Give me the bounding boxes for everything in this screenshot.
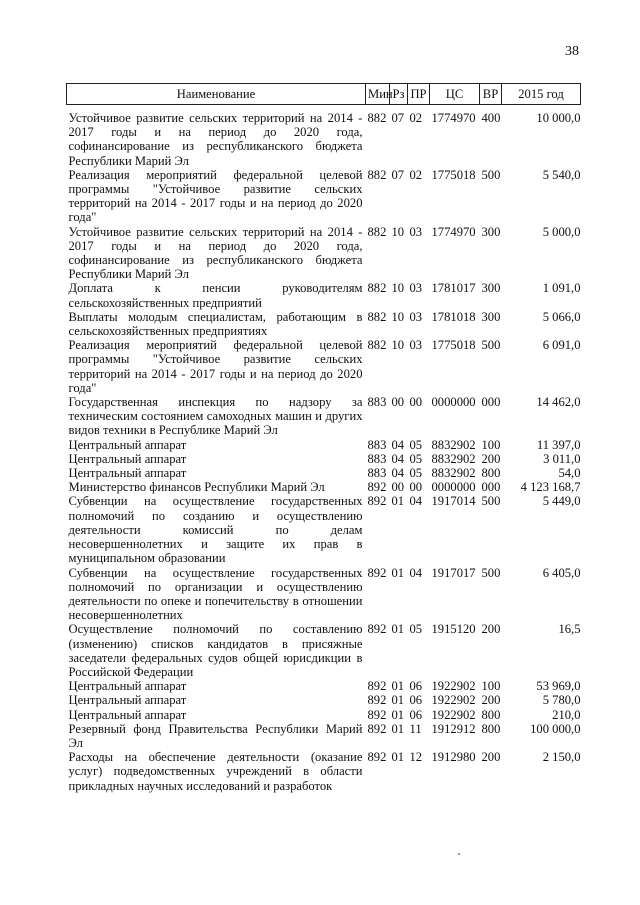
table-row bbox=[67, 708, 581, 722]
cell-pr: 03 bbox=[409, 338, 423, 353]
cell-cs: 0000000 bbox=[431, 395, 476, 410]
cell-pr: 06 bbox=[409, 707, 423, 722]
cell-cs: 1774970 bbox=[431, 111, 476, 125]
cell-cs: 1912912 bbox=[431, 721, 476, 736]
cell-cs: 0000000 bbox=[431, 480, 476, 495]
cell-name: Устойчивое развитие сельских территорий на 2014 - 2017 годы и на период до 2020 года, софинансирование из республиканского бюджета Республики Марий Эл bbox=[68, 111, 363, 168]
cell-rz: 10 bbox=[391, 224, 405, 239]
table-row bbox=[67, 105, 581, 168]
cell-rz: 04 bbox=[391, 437, 405, 452]
cell-rz: 01 bbox=[391, 622, 405, 637]
cell-min: 892 bbox=[367, 721, 387, 736]
cell-sum: 3 011,0 bbox=[543, 451, 581, 466]
cell-cs: 1922902 bbox=[431, 707, 476, 722]
table-body bbox=[67, 105, 581, 793]
table-row bbox=[67, 281, 581, 309]
cell-rz: 01 bbox=[391, 679, 405, 694]
cell-sum: 5 449,0 bbox=[542, 494, 581, 509]
header-pr: ПР bbox=[408, 84, 430, 105]
cell-pr: 00 bbox=[409, 480, 423, 495]
cell-name: Центральный аппарат bbox=[68, 466, 187, 481]
cell-vr: 500 bbox=[481, 565, 501, 580]
cell-sum: 100 000,0 bbox=[530, 721, 581, 736]
cell-pr: 03 bbox=[409, 309, 423, 324]
cell-pr: 05 bbox=[409, 451, 423, 466]
cell-sum: 5 540,0 bbox=[542, 167, 581, 182]
cell-vr: 100 bbox=[481, 437, 501, 452]
cell-name: Реализация мероприятий федеральной целевой программы "Устойчивое развитие сельских территорий на 2014 - 2017 годы и на период до 2020 года" bbox=[68, 338, 363, 395]
cell-name: Министерство финансов Республики Марий Эл bbox=[68, 480, 325, 495]
cell-vr: 300 bbox=[481, 309, 501, 324]
cell-min: 882 bbox=[367, 281, 387, 296]
cell-pr: 03 bbox=[409, 281, 423, 296]
cell-vr: 200 bbox=[481, 451, 501, 466]
cell-rz: 01 bbox=[391, 494, 405, 509]
cell-rz: 00 bbox=[391, 395, 405, 410]
cell-min: 892 bbox=[367, 707, 387, 722]
cell-pr: 03 bbox=[409, 224, 423, 239]
header-sum: 2015 год bbox=[502, 84, 581, 105]
cell-cs: 1774970 bbox=[431, 224, 476, 239]
cell-sum: 10 000,0 bbox=[536, 111, 581, 125]
header-min: Мин bbox=[366, 84, 390, 105]
header-vr: ВР bbox=[480, 84, 502, 105]
cell-min: 892 bbox=[367, 622, 387, 637]
cell-cs: 1917014 bbox=[431, 494, 476, 509]
cell-vr: 000 bbox=[481, 395, 501, 410]
cell-name: Осуществление полномочий по составлению (изменению) списков кандидатов в присяжные заседатели федеральных судов общей юрисдикции в Российской Федерации bbox=[68, 622, 363, 679]
cell-name: Государственная инспекция по надзору за техническим состоянием самоходных машин и других видов техники в Республике Марий Эл bbox=[68, 395, 363, 438]
cell-name: Центральный аппарат bbox=[68, 707, 187, 722]
cell-pr: 02 bbox=[409, 167, 423, 182]
table-row bbox=[67, 395, 581, 438]
cell-vr: 200 bbox=[481, 750, 501, 765]
cell-vr: 000 bbox=[481, 480, 501, 495]
cell-rz: 01 bbox=[391, 721, 405, 736]
cell-cs: 1775018 bbox=[431, 167, 476, 182]
cell-name: Центральный аппарат bbox=[68, 437, 187, 452]
cell-min: 892 bbox=[367, 480, 387, 495]
cell-sum: 16,5 bbox=[558, 622, 581, 637]
cell-cs: 1917017 bbox=[431, 565, 476, 580]
cell-sum: 53 969,0 bbox=[536, 679, 581, 694]
cell-cs: 1912980 bbox=[431, 750, 476, 765]
table-row bbox=[67, 679, 581, 693]
cell-rz: 01 bbox=[391, 750, 405, 765]
cell-min: 883 bbox=[367, 437, 387, 452]
table-header bbox=[67, 84, 581, 105]
table-row bbox=[67, 466, 581, 480]
cell-cs: 1915120 bbox=[431, 622, 476, 637]
table-row bbox=[67, 338, 581, 395]
cell-name: Выплаты молодым специалистам, работающим в сельскохозяйственных предприятиях bbox=[68, 309, 363, 339]
cell-name: Субвенции на осуществление государственных полномочий по созданию и осуществлению деятельности комиссий по делам несовершеннолетних и защите их прав в муниципальном образовании bbox=[68, 494, 363, 566]
header-rz: Рз bbox=[390, 84, 408, 105]
cell-sum: 210,0 bbox=[552, 707, 581, 722]
cell-sum: 6 405,0 bbox=[542, 565, 581, 580]
cell-name: Центральный аппарат bbox=[68, 451, 187, 466]
table-row bbox=[67, 480, 581, 494]
cell-rz: 10 bbox=[391, 338, 405, 353]
cell-min: 882 bbox=[367, 224, 387, 239]
cell-vr: 500 bbox=[481, 167, 501, 182]
cell-rz: 01 bbox=[391, 693, 405, 708]
table-row bbox=[67, 566, 581, 623]
cell-rz: 00 bbox=[391, 480, 405, 495]
cell-sum: 6 091,0 bbox=[542, 338, 581, 353]
table-row bbox=[67, 722, 581, 750]
cell-sum: 5 000,0 bbox=[542, 224, 581, 239]
cell-rz: 10 bbox=[391, 309, 405, 324]
cell-min: 882 bbox=[367, 338, 387, 353]
cell-vr: 500 bbox=[481, 494, 501, 509]
table-row bbox=[67, 452, 581, 466]
cell-sum: 5 066,0 bbox=[542, 309, 581, 324]
cell-rz: 07 bbox=[391, 167, 405, 182]
cell-min: 882 bbox=[367, 309, 387, 324]
table-row bbox=[67, 750, 581, 793]
header-cs: ЦС bbox=[430, 84, 480, 105]
cell-vr: 300 bbox=[481, 281, 501, 296]
cell-cs: 1781018 bbox=[431, 309, 476, 324]
cell-min: 883 bbox=[367, 466, 387, 481]
cell-min: 882 bbox=[367, 167, 387, 182]
cell-cs: 1781017 bbox=[431, 281, 476, 296]
cell-pr: 05 bbox=[409, 466, 423, 481]
cell-sum: 5 780,0 bbox=[542, 693, 581, 708]
cell-cs: 8832902 bbox=[431, 466, 476, 481]
cell-rz: 10 bbox=[391, 281, 405, 296]
cell-min: 892 bbox=[367, 693, 387, 708]
cell-rz: 01 bbox=[391, 565, 405, 580]
table-row bbox=[67, 310, 581, 338]
cell-pr: 05 bbox=[409, 622, 423, 637]
cell-name: Центральный аппарат bbox=[68, 693, 187, 708]
table-row bbox=[67, 168, 581, 225]
cell-vr: 800 bbox=[481, 466, 501, 481]
cell-vr: 100 bbox=[481, 679, 501, 694]
cell-min: 892 bbox=[367, 565, 387, 580]
table-row bbox=[67, 438, 581, 452]
cell-min: 883 bbox=[367, 451, 387, 466]
budget-table bbox=[66, 83, 581, 793]
cell-name: Расходы на обеспечение деятельности (оказание услуг) подведомственных учреждений в области прикладных научных исследований и разработок bbox=[68, 750, 363, 793]
cell-min: 892 bbox=[367, 679, 387, 694]
cell-rz: 07 bbox=[391, 111, 405, 125]
cell-pr: 04 bbox=[409, 565, 423, 580]
table-row bbox=[67, 622, 581, 679]
header-name: Наименование bbox=[67, 84, 366, 105]
cell-vr: 200 bbox=[481, 693, 501, 708]
cell-rz: 04 bbox=[391, 466, 405, 481]
cell-cs: 1775018 bbox=[431, 338, 476, 353]
cell-name: Устойчивое развитие сельских территорий на 2014 - 2017 годы и на период до 2020 года, софинансирование из республиканского бюджета Республики Марий Эл bbox=[68, 224, 363, 282]
cell-min: 883 bbox=[367, 395, 387, 410]
table-row bbox=[67, 494, 581, 565]
cell-vr: 400 bbox=[481, 111, 501, 125]
cell-sum: 54,0 bbox=[558, 466, 581, 481]
cell-pr: 06 bbox=[409, 679, 423, 694]
cell-cs: 1922902 bbox=[431, 679, 476, 694]
cell-rz: 04 bbox=[391, 451, 405, 466]
cell-pr: 05 bbox=[409, 437, 423, 452]
cell-name: Субвенции на осуществление государственных полномочий по организации и осуществлению деятельности по опеке и попечительству в отношении несовершеннолетних bbox=[68, 565, 363, 623]
cell-pr: 02 bbox=[409, 111, 423, 125]
cell-sum: 14 462,0 bbox=[536, 395, 581, 410]
cell-pr: 00 bbox=[409, 395, 423, 410]
cell-vr: 500 bbox=[481, 338, 501, 353]
table-row bbox=[67, 693, 581, 707]
cell-name: Центральный аппарат bbox=[68, 679, 187, 694]
cell-cs: 8832902 bbox=[431, 437, 476, 452]
cell-sum: 1 091,0 bbox=[542, 281, 581, 296]
cell-name: Резервный фонд Правительства Республики Марий Эл bbox=[68, 721, 363, 750]
cell-pr: 06 bbox=[409, 693, 423, 708]
cell-name: Реализация мероприятий федеральной целевой программы "Устойчивое развитие сельских территорий на 2014 - 2017 годы и на период до 2020 года" bbox=[68, 167, 363, 225]
page-number: 38 bbox=[565, 44, 579, 59]
cell-name: Доплата к пенсии руководителям сельскохозяйственных предприятий bbox=[68, 281, 363, 310]
cell-min: 892 bbox=[367, 494, 387, 509]
table-row bbox=[67, 225, 581, 282]
cell-pr: 12 bbox=[409, 750, 423, 765]
cell-vr: 200 bbox=[481, 622, 501, 637]
cell-min: 892 bbox=[367, 750, 387, 765]
cell-pr: 11 bbox=[409, 721, 422, 736]
cell-vr: 800 bbox=[481, 707, 501, 722]
cell-vr: 800 bbox=[481, 721, 501, 736]
cell-cs: 8832902 bbox=[431, 451, 476, 466]
cell-min: 882 bbox=[367, 111, 387, 125]
scan-mark bbox=[458, 853, 460, 855]
cell-vr: 300 bbox=[481, 224, 501, 239]
cell-sum: 4 123 168,7 bbox=[520, 480, 581, 495]
cell-sum: 2 150,0 bbox=[542, 750, 581, 765]
cell-sum: 11 397,0 bbox=[536, 437, 581, 452]
cell-rz: 01 bbox=[391, 707, 405, 722]
cell-pr: 04 bbox=[409, 494, 423, 509]
cell-cs: 1922902 bbox=[431, 693, 476, 708]
